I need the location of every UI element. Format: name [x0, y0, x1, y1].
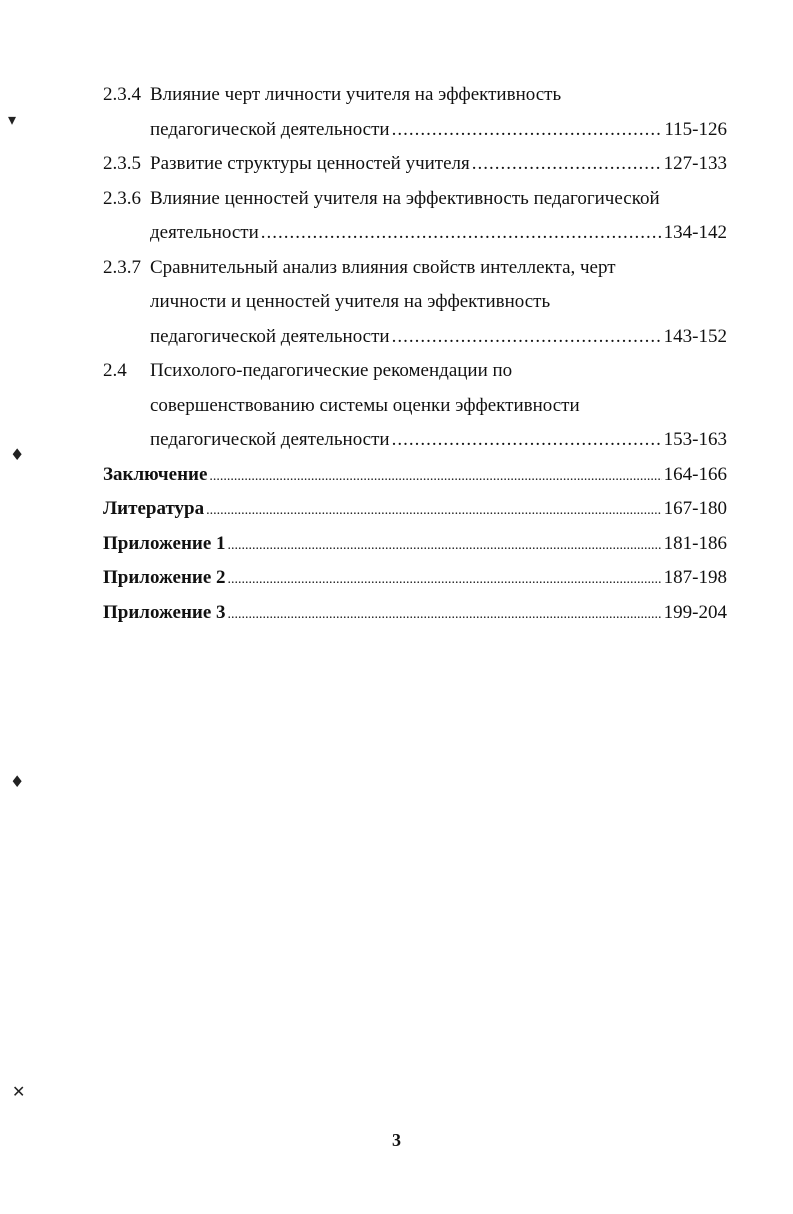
- toc-entry-title: совершенствованию системы оценки эффективности: [150, 394, 580, 416]
- toc-section-conclusion: [103, 458, 727, 493]
- toc-entry-title: Сравнительный анализ влияния свойств интеллекта, черт: [150, 256, 616, 278]
- toc-entry-title: педагогической деятельности: [150, 429, 390, 450]
- toc-section-title: Заключение: [103, 463, 208, 485]
- toc-section-literature: [103, 492, 727, 527]
- toc-entry-2-4-line-3: [103, 423, 727, 458]
- toc-entry-2-3-6-line-2: [103, 216, 727, 251]
- toc-section-pages: 164-166: [663, 463, 727, 485]
- toc-entry-title: личности и ценностей учителя на эффективность: [150, 291, 551, 312]
- toc-entry-2-3-7-line-1: [103, 251, 727, 286]
- scan-speck: ♦: [10, 772, 25, 791]
- toc-entry-title: Развитие структуры ценностей учителя: [150, 153, 470, 174]
- toc-entry-pages: 127-133: [663, 153, 727, 174]
- toc-entry-pages: 134-142: [663, 222, 727, 243]
- toc-entry-title: Психолого-педагогические рекомендации по: [150, 360, 513, 381]
- toc-entry-2-3-6-line-1: [103, 182, 727, 217]
- toc-section-title: Приложение 3: [103, 601, 226, 623]
- scan-speck: ✕: [12, 1082, 26, 1101]
- toc-section-pages: 181-186: [663, 532, 727, 554]
- toc-entry-2-3-4-line-2: [103, 113, 727, 148]
- toc-entry-number: 2.3.6: [103, 187, 141, 209]
- toc-section-title: Литература: [103, 498, 205, 519]
- toc-section-appendix-1: [103, 527, 727, 562]
- toc-entry-title: педагогической деятельности: [150, 118, 390, 140]
- toc-entry-number: 2.4: [103, 360, 127, 381]
- table-of-contents: [103, 78, 727, 630]
- toc-leader-dots: [392, 113, 663, 148]
- toc-leader-dots: [472, 147, 662, 182]
- toc-entry-title: педагогической деятельности: [150, 325, 390, 347]
- toc-leader-dots: [228, 563, 662, 598]
- toc-entry-pages: 143-152: [663, 325, 727, 347]
- toc-section-title: Приложение 1: [103, 532, 226, 554]
- toc-entry-2-4-line-2: [103, 389, 727, 424]
- toc-entry-title: Влияние черт личности учителя на эффективность: [150, 84, 562, 105]
- toc-section-pages: 199-204: [663, 601, 727, 623]
- toc-section-pages: 167-180: [663, 498, 727, 519]
- toc-leader-dots: [261, 216, 662, 251]
- toc-entry-2-3-5: [103, 147, 727, 182]
- toc-section-title: Приложение 2: [103, 567, 226, 588]
- toc-entry-title: Влияние ценностей учителя на эффективность педагогической: [150, 187, 660, 209]
- toc-entry-2-3-7-line-2: [103, 285, 727, 320]
- toc-leader-dots: [392, 423, 662, 458]
- toc-entry-title: деятельности: [150, 222, 259, 243]
- toc-leader-dots: [206, 494, 662, 529]
- toc-leader-dots: [228, 529, 662, 564]
- toc-entry-number: 2.3.5: [103, 153, 141, 174]
- toc-leader-dots: [392, 320, 662, 355]
- toc-section-appendix-3: [103, 596, 727, 631]
- toc-section-pages: 187-198: [663, 567, 727, 588]
- toc-leader-dots: [228, 598, 662, 633]
- page-number: 3: [392, 1130, 401, 1150]
- toc-entry-number: 2.3.4: [103, 84, 141, 105]
- scan-speck: ▾: [8, 110, 17, 129]
- toc-entry-pages: 115-126: [664, 118, 727, 140]
- toc-entry-pages: 153-163: [663, 429, 727, 450]
- scan-speck: ♦: [10, 445, 25, 464]
- toc-entry-number: 2.3.7: [103, 256, 141, 278]
- toc-leader-dots: [209, 460, 661, 495]
- toc-section-appendix-2: [103, 561, 727, 596]
- toc-entry-2-3-4-line-1: [103, 78, 727, 113]
- toc-entry-2-3-7-line-3: [103, 320, 727, 355]
- toc-entry-2-4-line-1: [103, 354, 727, 389]
